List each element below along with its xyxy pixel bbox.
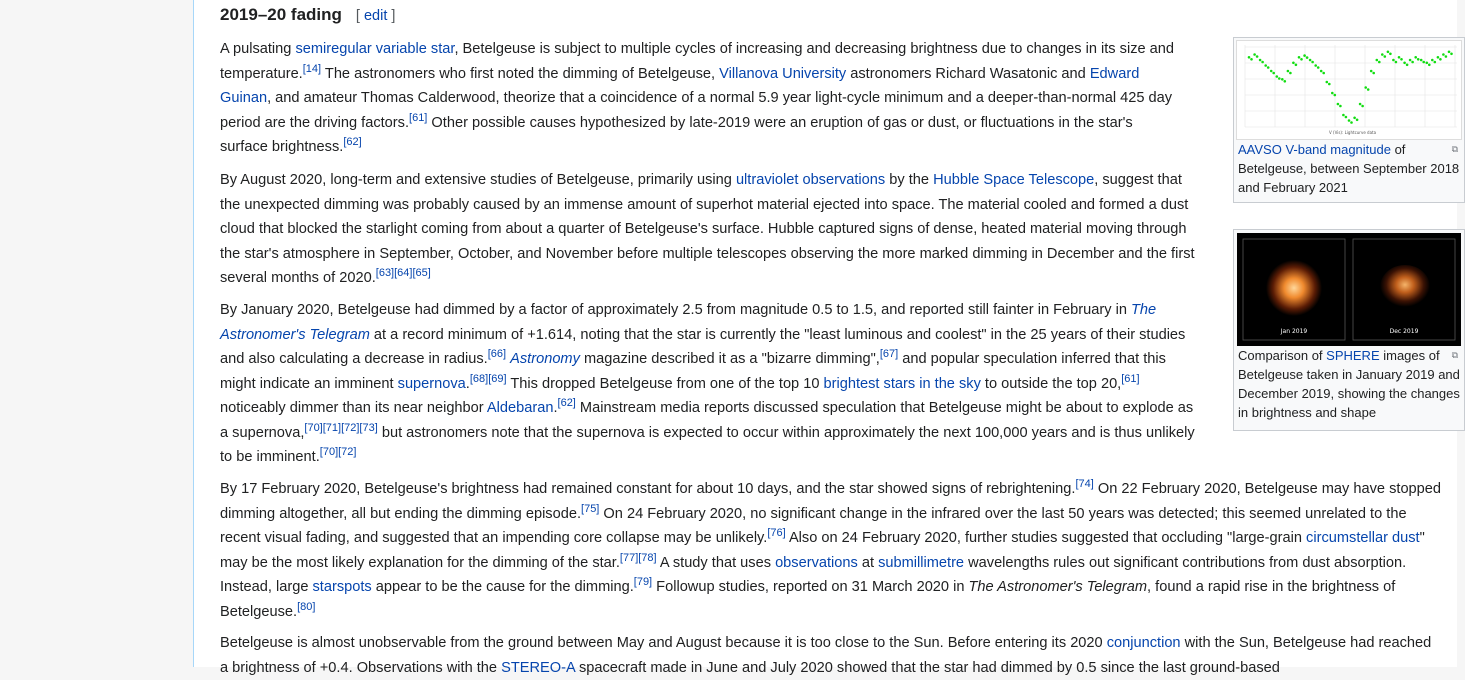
text: , found a rapid rise in the brightness of Betelgeuse. xyxy=(220,579,1396,620)
text: A pulsating xyxy=(220,41,296,57)
data-point xyxy=(1272,72,1275,75)
reference[interactable]: [75] xyxy=(581,502,600,515)
image-label-right: Dec 2019 xyxy=(1389,328,1419,335)
publication-name: The Astronomer's Telegram xyxy=(968,579,1148,595)
text: The astronomers who first noted the dimming of Betelgeuse, xyxy=(321,65,720,82)
link-astronomers-telegram[interactable]: The Astronomer's Telegram xyxy=(220,302,1157,343)
text: A study that uses xyxy=(656,554,776,571)
text: On 24 February 2020, no significant change in the infrared over the last 50 years was detected; this seemed unrelated to the recent visual fading, and suggested that an impending core collapse may be unlikely. xyxy=(220,505,1407,546)
data-point xyxy=(1409,59,1412,62)
text: Mainstream media reports discussed speculation that Betelgeuse might be about to explode as a supernova, xyxy=(220,400,1194,441)
edit-bracket-open: [ xyxy=(355,8,360,24)
data-point xyxy=(1322,72,1325,75)
text: Also on 24 February 2020, further studies suggested that occluding "large-grain xyxy=(785,530,1307,546)
chart-x-label: V (Vis): Lightcurve data xyxy=(1329,130,1377,135)
data-point xyxy=(1356,119,1359,122)
reference[interactable]: [61] xyxy=(1121,372,1140,385)
data-point xyxy=(1389,53,1392,56)
reference[interactable]: [76] xyxy=(767,527,786,540)
reference[interactable]: [80] xyxy=(297,600,316,613)
reference[interactable]: [62] xyxy=(343,136,362,149)
data-point xyxy=(1345,116,1348,119)
text: Followup studies, reported on 31 March 2020 in xyxy=(652,579,969,595)
link-observations[interactable]: observations xyxy=(775,554,858,571)
lightcurve-chart[interactable] xyxy=(1236,40,1462,140)
data-point xyxy=(1381,53,1384,56)
data-point xyxy=(1306,56,1309,59)
data-point xyxy=(1248,56,1251,59)
thumbnail-sphere xyxy=(1233,229,1465,431)
link-circumstellar-dust[interactable]: circumstellar dust xyxy=(1306,530,1420,546)
data-point xyxy=(1314,64,1317,67)
data-point xyxy=(1317,66,1320,69)
data-point xyxy=(1406,64,1409,67)
link-villanova-university[interactable]: Villanova University xyxy=(719,65,847,82)
text: This dropped Betelgeuse from one of the top 10 xyxy=(506,375,824,392)
text: , and amateur Thomas Calderwood, theorize that a coincidence of a normal 5.9 year light-cycle minimum and a deeper-than-normal 425 day period are the driving factors. xyxy=(220,90,1173,131)
section-heading xyxy=(220,4,395,27)
data-point xyxy=(1376,59,1379,62)
data-point xyxy=(1328,83,1331,86)
text: with the Sun, Betelgeuse had reached a brightness of +0.4. Observations with the xyxy=(220,635,1432,676)
data-point xyxy=(1331,92,1334,95)
data-point xyxy=(1422,61,1425,64)
data-point xyxy=(1367,88,1370,91)
reference[interactable]: [77][78] xyxy=(619,551,657,564)
link-semiregular-variable-star[interactable]: semiregular variable star xyxy=(295,41,455,57)
reference[interactable]: [66] xyxy=(487,348,507,361)
link-sphere[interactable]: SPHERE xyxy=(1326,348,1380,363)
reference[interactable]: [67] xyxy=(879,348,899,361)
text: Other possible causes hypothesized by late-2019 were an eruption of gas or dust, or fluctuations in the star's surface brightness. xyxy=(220,114,1133,155)
text: " may be the most likely explanation for the dimming of the star. xyxy=(220,530,1425,571)
edit-bracket-close: ] xyxy=(391,8,396,24)
data-point xyxy=(1287,70,1290,73)
data-point xyxy=(1392,59,1395,62)
data-point xyxy=(1431,59,1434,62)
reference[interactable]: [61] xyxy=(409,111,428,124)
data-point xyxy=(1270,70,1273,73)
data-point xyxy=(1334,94,1337,97)
data-point xyxy=(1264,64,1267,67)
data-point xyxy=(1256,55,1259,58)
data-point xyxy=(1414,56,1417,59)
data-point xyxy=(1411,61,1414,64)
text: By August 2020, long-term and extensive studies of Betelgeuse, primarily using xyxy=(220,172,736,188)
data-point xyxy=(1353,117,1356,120)
reference[interactable]: [63][64][65] xyxy=(375,267,431,280)
data-point xyxy=(1448,51,1451,54)
data-point xyxy=(1303,54,1306,57)
data-point xyxy=(1370,70,1373,73)
reference[interactable]: [62] xyxy=(557,397,576,410)
data-point xyxy=(1295,64,1298,67)
data-point xyxy=(1350,121,1353,124)
data-point xyxy=(1259,59,1262,62)
data-point xyxy=(1384,55,1387,58)
reference[interactable]: [74] xyxy=(1075,478,1094,491)
reference[interactable]: [70][71][72][73] xyxy=(304,421,378,434)
star-dec-2019 xyxy=(1380,265,1430,309)
data-point xyxy=(1364,86,1367,89)
data-point xyxy=(1372,72,1375,75)
data-point xyxy=(1320,70,1323,73)
text: wavelengths rules out significant contributions from dust absorption. Instead, large xyxy=(220,554,1407,595)
text: By January 2020, Betelgeuse had dimmed by a factor of approximately 2.5 from magnitude 0.5 to 1.5, and reported still fainter in February in xyxy=(220,302,1131,318)
text: . xyxy=(465,375,470,392)
link-astronomy[interactable]: Astronomy xyxy=(510,351,580,367)
data-point xyxy=(1395,61,1398,64)
data-point xyxy=(1348,119,1351,122)
data-point xyxy=(1361,105,1364,108)
data-point xyxy=(1261,61,1264,64)
section-title: 2019–20 fading xyxy=(220,5,342,24)
data-point xyxy=(1267,66,1270,69)
thumb-caption xyxy=(1234,346,1464,422)
link-stereo-a[interactable]: STEREO-A xyxy=(501,659,575,676)
data-point xyxy=(1326,81,1329,84)
text: . xyxy=(553,400,558,416)
data-point xyxy=(1253,53,1256,56)
text: astronomers Richard Wasatonic and xyxy=(846,65,1090,82)
data-point xyxy=(1378,61,1381,64)
data-point xyxy=(1450,53,1453,56)
link-edward-guinan[interactable]: Edward Guinan xyxy=(220,65,1140,106)
link-hubble-space-telescope[interactable]: Hubble Space Telescope xyxy=(933,172,1095,188)
text: magazine described it as a "bizarre dimming", xyxy=(579,351,880,367)
data-point xyxy=(1250,58,1253,61)
data-point xyxy=(1428,64,1431,67)
text: at xyxy=(857,554,879,571)
text: On 22 February 2020, Betelgeuse may have stopped dimming altogether, all but ending the dimming episode. xyxy=(220,481,1442,522)
data-point xyxy=(1445,55,1448,58)
star-jan-2019 xyxy=(1266,260,1322,316)
data-point xyxy=(1337,103,1340,106)
data-point xyxy=(1300,58,1303,61)
text: Betelgeuse is almost unobservable from the ground between May and August because it is too close to the Sun. Before entering its 2020 xyxy=(220,635,1107,651)
text: to outside the top 20, xyxy=(980,375,1122,392)
data-point xyxy=(1403,62,1406,65)
caption-text: Comparison of xyxy=(1238,348,1327,363)
data-point xyxy=(1276,75,1279,78)
link-starspots[interactable]: starspots xyxy=(312,579,372,595)
thumb-caption xyxy=(1234,140,1464,197)
left-sidebar xyxy=(0,0,193,667)
text: by the xyxy=(885,172,934,188)
data-point xyxy=(1420,59,1423,62)
reference[interactable]: [14] xyxy=(302,62,322,75)
text: , suggest that the unexpected dimming was probably caused by an immense amount of superhot material ejected into space. The material cooled and formed a dust cloud that blocked the starlight coming from about a quarter of Betelgeuse's surface. Hubble captured signs of dense, heated material moving through the star's atmosphere in September, October, and November before multiple telescopes observing the more marked dimming in December and the first several months of 2020. xyxy=(220,172,1195,286)
paragraph-5 xyxy=(220,631,1442,680)
text: , Betelgeuse is subject to multiple cycles of increasing and decreasing brightness due to changes in its size and temperature. xyxy=(220,41,1175,82)
text: and popular speculation inferred that this might indicate an imminent xyxy=(220,351,1166,392)
caption-text: images of Betelgeuse taken in January 2019 and December 2019, showing the changes in brightness and shape xyxy=(1238,348,1460,420)
thumbnail-lightcurve xyxy=(1233,37,1465,203)
data-point xyxy=(1400,58,1403,61)
reference[interactable]: [79] xyxy=(633,576,653,589)
text: noticeably dimmer than its near neighbor xyxy=(220,400,487,416)
link-supernova[interactable]: supernova xyxy=(397,375,466,392)
data-point xyxy=(1289,72,1292,75)
edit-link[interactable]: edit xyxy=(363,8,388,24)
reference[interactable]: [68][69] xyxy=(469,372,507,385)
link-aldebaran[interactable]: Aldebaran xyxy=(486,400,554,416)
link-ultraviolet-observations[interactable]: ultraviolet observations xyxy=(735,172,886,188)
link-conjunction[interactable]: conjunction xyxy=(1106,635,1181,651)
data-point xyxy=(1311,61,1314,64)
data-point xyxy=(1359,103,1362,106)
data-point xyxy=(1398,56,1401,59)
paragraph-4 xyxy=(220,477,1442,624)
data-point xyxy=(1439,58,1442,61)
text: spacecraft made in June and July 2020 showed that the star had dimmed by 0.5 since the last ground-based xyxy=(574,659,1280,676)
text: appear to be the cause for the dimming. xyxy=(371,579,634,595)
link-aavso[interactable]: AAVSO V-band magnitude xyxy=(1238,142,1391,157)
sphere-image[interactable] xyxy=(1237,233,1461,346)
edit-section xyxy=(356,8,396,24)
text: at a record minimum of +1.614, noting that the star is currently the "least luminous and coolest" in the 25 years of their studies and also calculating a decrease in radius. xyxy=(220,326,1186,367)
data-point xyxy=(1278,77,1281,80)
data-point xyxy=(1339,105,1342,108)
data-point xyxy=(1434,61,1437,64)
data-point xyxy=(1426,62,1429,65)
data-point xyxy=(1309,59,1312,62)
caption-text: of Betelgeuse, between September 2018 and February 2021 xyxy=(1238,142,1460,195)
paragraph-2 xyxy=(220,168,1195,291)
paragraph-3 xyxy=(220,298,1195,470)
data-point xyxy=(1298,56,1301,59)
data-point xyxy=(1292,62,1295,65)
data-point xyxy=(1442,53,1445,56)
image-label-left: Jan 2019 xyxy=(1280,328,1308,335)
data-point xyxy=(1281,78,1284,81)
paragraph-1 xyxy=(220,37,1180,160)
data-point xyxy=(1387,51,1390,54)
reference[interactable]: [70][72] xyxy=(319,446,357,459)
magnify-icon[interactable]: ⧉ xyxy=(1451,144,1458,154)
text: but astronomers note that the supernova is expected to occur within approximately the next 100,000 years and is thus unlikely to be imminent. xyxy=(220,424,1195,465)
data-point xyxy=(1342,114,1345,117)
article-content xyxy=(193,0,1460,676)
data-point xyxy=(1437,56,1440,59)
magnify-icon[interactable]: ⧉ xyxy=(1451,350,1458,360)
link-submillimetre[interactable]: submillimetre xyxy=(878,554,965,571)
text: By 17 February 2020, Betelgeuse's brightness had remained constant for about 10 days, and the star showed signs of rebrightening. xyxy=(220,481,1076,497)
link-brightest-stars[interactable]: brightest stars in the sky xyxy=(823,375,981,392)
data-point xyxy=(1284,80,1287,83)
data-point xyxy=(1417,58,1420,61)
